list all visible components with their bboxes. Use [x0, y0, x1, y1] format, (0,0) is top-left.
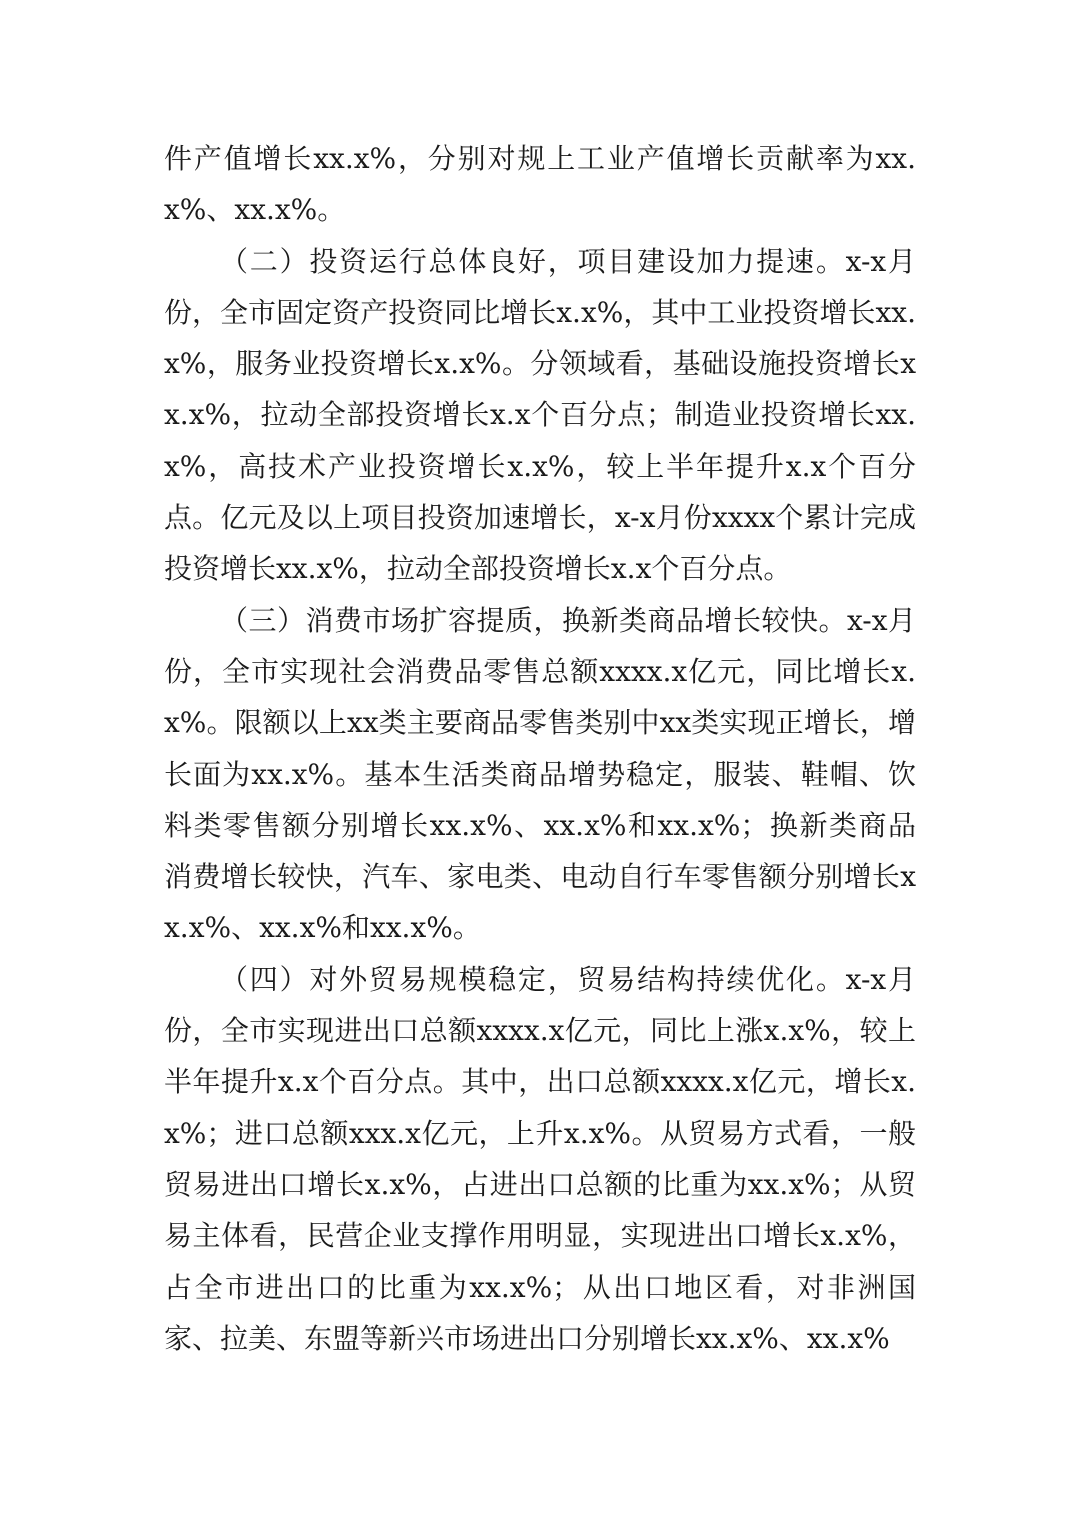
- paragraph-section-4-trade: （四）对外贸易规模稳定，贸易结构持续优化。x-x月份，全市实现进出口总额xxxx.x亿元，同比上涨x.x%，较上半年提升x.x个百分点。其中，出口总额xxxx.x亿元，增长x.x%；进口总额xxx.x亿元，上升x.x%。从贸易方式看，一般贸易进出口增长x.x%，占进出口总额的比重为xx.x%；从贸易主体看，民营企业支撑作用明显，实现进出口增长x.x%，占全市进出口的比重为xx.x%；从出口地区看，对非洲国家、拉美、东盟等新兴市场进出口分别增长xx.x%、xx.x%: [164, 962, 916, 1355]
- document-body: [164, 133, 916, 1364]
- paragraph-continuation: 件产值增长xx.x%，分别对规上工业产值增长贡献率为xx.x%、xx.x%。: [164, 142, 916, 227]
- paragraph-section-3-consumption: （三）消费市场扩容提质，换新类商品增长较快。x-x月份，全市实现社会消费品零售总额xxxx.x亿元，同比增长x.x%。限额以上xx类主要商品零售类别中xx类实现正增长，增长面为xx.x%。基本生活类商品增势稳定，服装、鞋帽、饮料类零售额分别增长xx.x%、xx.x%和xx.x%；换新类商品消费增长较快，汽车、家电类、电动自行车零售额分别增长xx.x%、xx.x%和xx.x%。: [164, 603, 916, 945]
- paragraph-section-2-investment: （二）投资运行总体良好，项目建设加力提速。x-x月份，全市固定资产投资同比增长x.x%，其中工业投资增长xx.x%，服务业投资增长x.x%。分领域看，基础设施投资增长xx.x%，拉动全部投资增长x.x个百分点；制造业投资增长xx.x%，高技术产业投资增长x.x%，较上半年提升x.x个百分点。亿元及以上项目投资加速增长，x-x月份xxxx个累计完成投资增长xx.x%，拉动全部投资增长x.x个百分点。: [164, 244, 916, 586]
